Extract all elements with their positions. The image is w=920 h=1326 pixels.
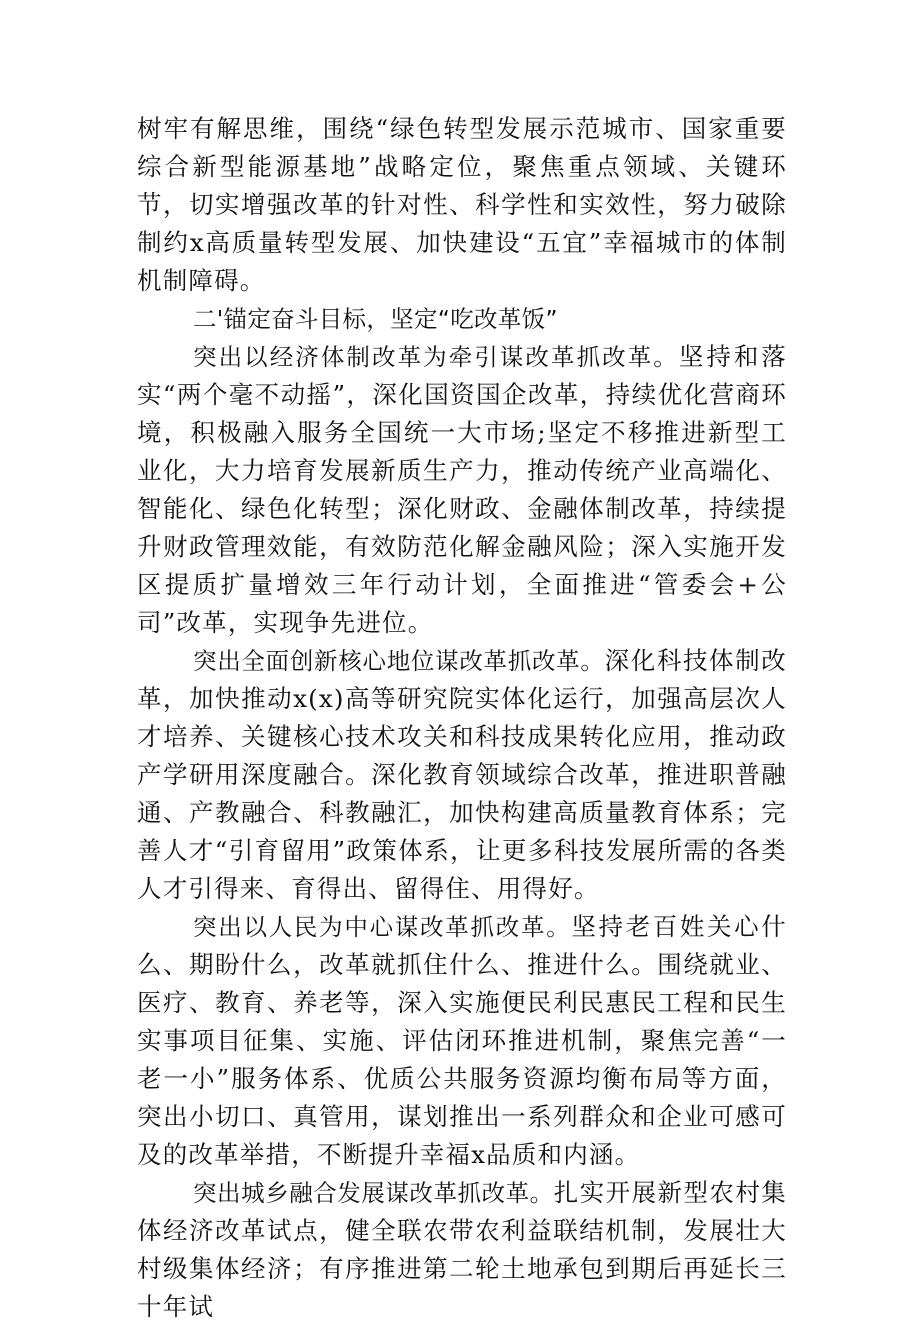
section-heading: 二'锚定奋斗目标，坚定“吃改革饭” — [193, 305, 558, 333]
paragraph-lead: 突出以经济体制改革为牵引谋改革抓改革。 — [193, 343, 679, 371]
paragraph-innovation-reform — [137, 642, 787, 908]
paragraph-people-reform — [137, 908, 787, 1174]
paragraph-body: 坚持和落实“两个毫不动摇”，深化国资国企改革，持续优化营商环境，积极融入服务全国统一大市场;坚定不移推进新型工业化，大力培育发展新质生产力，推动传统产业高端化、智能化、绿色化转型；深化财政、金融体制改革，持续提升财政管理效能，有效防范化解金融风险；深入实施开发区提质扩量增效三年行动计划，全面推进“管委会+公司”改革，实现争先进位。 — [137, 342, 787, 637]
paragraph-body: 扎实开展新型农村集体经济改革试点，健全联农带农利益联结机制，发展壮大村级集体经济；有序推进第二轮土地承包到期后再延长三十年试 — [137, 1178, 787, 1321]
paragraph-lead: 突出全面创新核心地位谋改革抓改革。 — [193, 647, 605, 675]
document-body — [137, 110, 787, 1326]
paragraph-body: 坚持老百姓关心什么、期盼什么，改革就抓住什么、推进什么。围绕就业、医疗、教育、养老等，深入实施便民利民惠民工程和民生实事项目征集、实施、评估闭环推进机制，聚焦完善“一老一小”服务体系、优质公共服务资源均衡布局等方面，突出小切口、真管用，谋划推出一系列群众和企业可感可及的改革举措，不断提升幸福x品质和内涵。 — [137, 912, 787, 1169]
paragraph-economic-reform — [137, 338, 787, 642]
paragraph-body: 深化科技体制改革，加快推动x(x)高等研究院实体化运行，加强高层次人才培养、关键核心技术攻关和科技成果转化应用，推动政产学研用深度融合。深化教育领域综合改革，推进职普融通、产教融合、科教融汇，加快构建高质量教育体系；完善人才“引育留用”政策体系，让更多科技发展所需的各类人才引得来、育得出、留得住、用得好。 — [137, 646, 787, 903]
opening-paragraph: 树牢有解思维，围绕“绿色转型发展示范城市、国家重要综合新型能源基地”战略定位，聚焦重点领域、关键环节，切实增强改革的针对性、科学性和实效性，努力破除制约x高质量转型发展、加快建设“五宜”幸福城市的体制机制障碍。 — [137, 114, 787, 295]
paragraph-lead: 突出以人民为中心谋改革抓改革。 — [193, 913, 572, 941]
paragraph-urban-rural-reform — [137, 1174, 787, 1326]
paragraph-lead: 突出城乡融合发展谋改革抓改革。 — [193, 1179, 554, 1207]
